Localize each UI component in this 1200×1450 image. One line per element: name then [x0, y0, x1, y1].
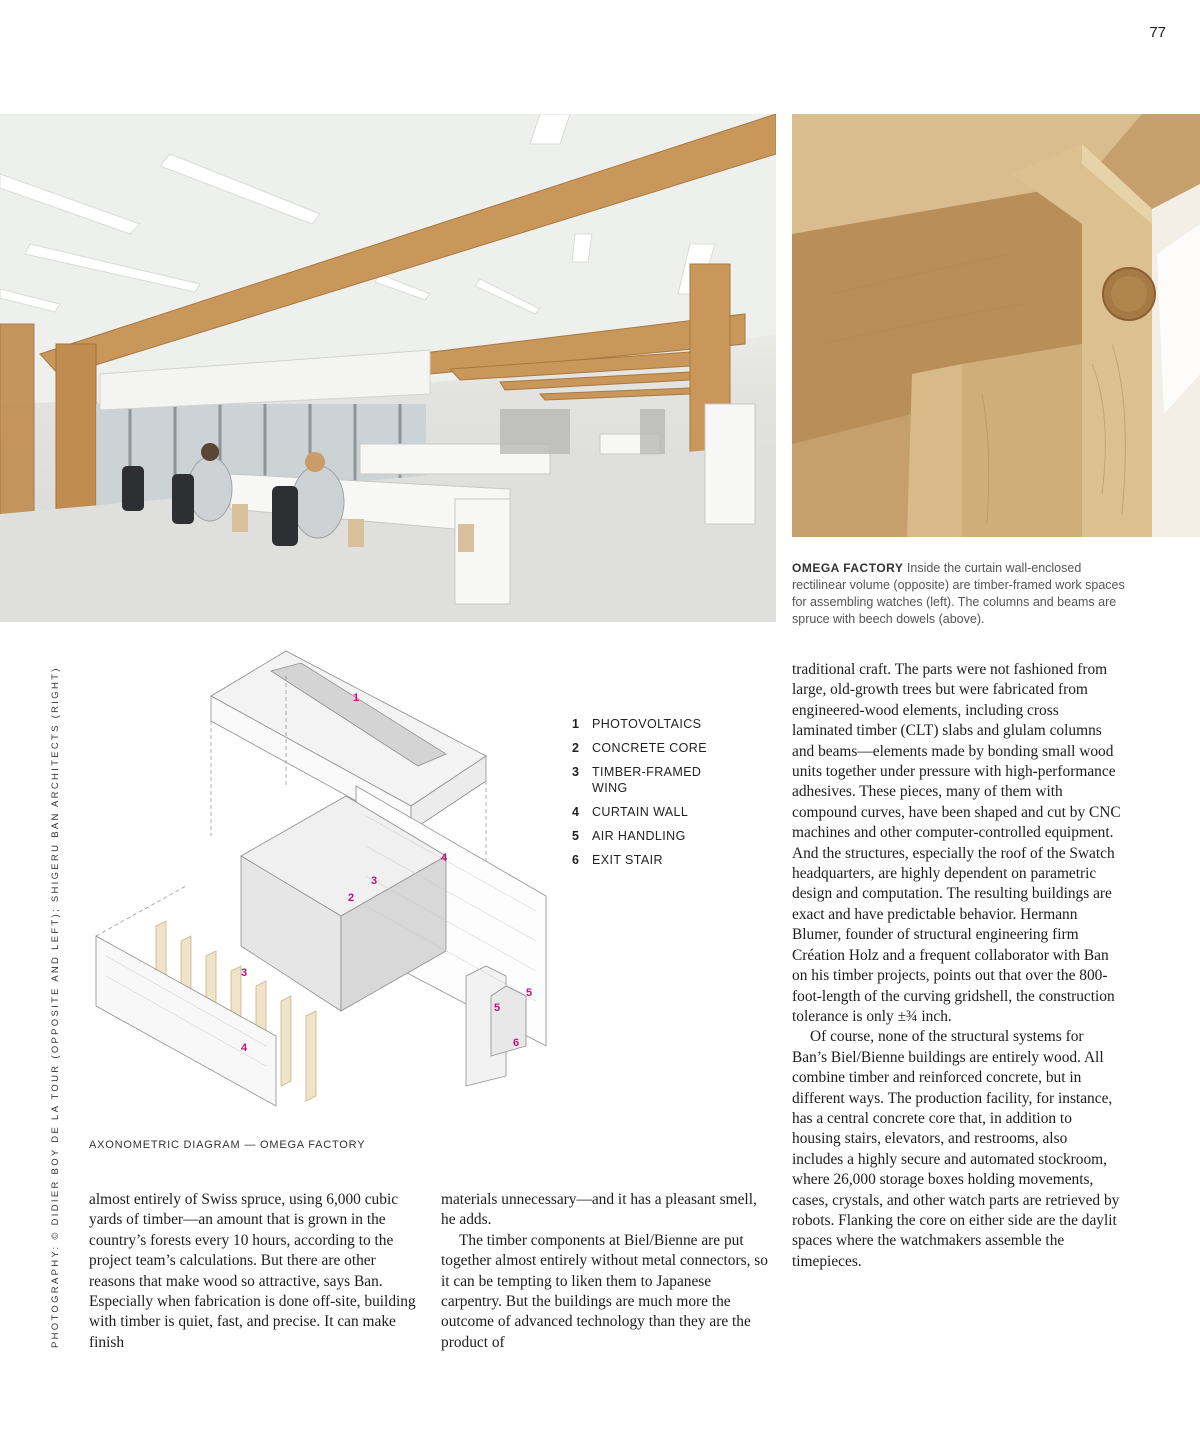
body-paragraph: traditional craft. The parts were not fashioned from large, old-growth trees but were fabricated from engineered-wood elements, including cross laminated timber (CLT) slabs and glulam columns and beams—elements made by bonding small wood units together under pressure with high-performance adhesives. These pieces, many of them with compound curves, have been shaped and cut by CNC machines and other computer-controlled equipment. And the structures, especially the roof of the Swatch headquarters, are highly dependent on parametric design and computation. The resulting buildings are exact and have predictable behavior. Hermann Blumer, founder of structural engineering firm Création Holz and a frequent collaborator with Ban on his timber projects, points out that over the 800-foot-length of the curving gridshell, the construction tolerance is only ±¾ inch. [792, 661, 1121, 1025]
office-interior-photo [0, 114, 776, 622]
legend-label: AIR HANDLING [592, 829, 686, 843]
timber-column-photo [792, 114, 1200, 537]
body-paragraph: The timber components at Biel/Bienne are put together almost entirely without metal connectors, so it can be tempting to liken them to Japanese carpentry. But the buildings are much more the outcome of advanced technology than they are the product of [441, 1231, 768, 1351]
legend-label: CURTAIN WALL [592, 805, 689, 819]
body-paragraph: almost entirely of Swiss spruce, using 6,000 cubic yards of timber—an amount that is grown in the country’s forests every 10 hours, according to the project team’s calculations. But there are other reasons that make wood so attractive, says Ban. Especially when fabrication is done off-site, building with timber is quiet, fast, and precise. It can make finish [89, 1191, 416, 1351]
diagram-legend [572, 716, 772, 876]
photo-caption-title: OMEGA FACTORY [792, 561, 904, 575]
legend-label: CONCRETE CORE [592, 741, 707, 755]
legend-number: 6 [572, 853, 580, 867]
legend-item [572, 852, 772, 868]
axonometric-diagram-graphic [86, 646, 566, 1116]
legend-item [572, 804, 772, 820]
callout-1: 1 [353, 692, 360, 704]
body-column-2 [441, 1190, 771, 1353]
photo-caption-text: Inside the curtain wall-enclosed rectilinear volume (opposite) are timber-framed work spaces for assembling watches (left). The columns and beams are spruce with beech dowels (above). [792, 561, 1125, 626]
body-paragraph: materials unnecessary—and it has a pleasant smell, he adds. [441, 1191, 757, 1229]
legend-label: EXIT STAIR [592, 853, 663, 867]
page-number: 77 [1149, 24, 1166, 41]
callout-6: 6 [513, 1037, 520, 1049]
callout-3-core: 3 [371, 875, 378, 887]
legend-item [572, 764, 772, 796]
legend-number: 5 [572, 829, 580, 843]
callout-3-wing: 3 [241, 967, 248, 979]
callout-4-back: 4 [441, 852, 448, 864]
legend-number: 4 [572, 805, 580, 819]
legend-number: 1 [572, 717, 580, 731]
legend-label: TIMBER-FRAMED WING [592, 765, 702, 795]
legend-item [572, 740, 772, 756]
body-paragraph: Of course, none of the structural systems for Ban’s Biel/Bienne buildings are entirely wood. All combine timber and reinforced concrete, but in different ways. The production facility, for instance, has a central concrete core that, in addition to housing stairs, elevators, and restrooms, also includes a highly secure and automated stockroom, where 26,000 storage boxes holding movements, cases, crystals, and other watch parts are retrieved by robots. Flanking the core on either side are the daylit spaces where the watchmakers assemble the timepieces. [792, 1028, 1120, 1270]
axonometric-diagram [86, 646, 566, 1116]
legend-label: PHOTOVOLTAICS [592, 717, 702, 731]
timber-photo-graphic [792, 114, 1200, 537]
body-column-3 [792, 660, 1122, 1272]
legend-number: 3 [572, 765, 580, 779]
photo-credit: PHOTOGRAPHY: © DIDIER BOY DE LA TOUR (OPPOSITE AND LEFT); SHIGERU BAN ARCHITECTS (RIGHT) [50, 666, 61, 1348]
callout-2: 2 [348, 892, 355, 904]
diagram-caption: AXONOMETRIC DIAGRAM — OMEGA FACTORY [89, 1139, 366, 1151]
body-column-1 [89, 1190, 419, 1353]
legend-item [572, 716, 772, 732]
callout-5-top: 5 [526, 987, 533, 999]
photo-caption [792, 560, 1132, 628]
callout-5-bottom: 5 [494, 1002, 501, 1014]
office-photo-graphic [0, 114, 776, 622]
legend-number: 2 [572, 741, 580, 755]
legend-item [572, 828, 772, 844]
callout-4-front: 4 [241, 1042, 248, 1054]
